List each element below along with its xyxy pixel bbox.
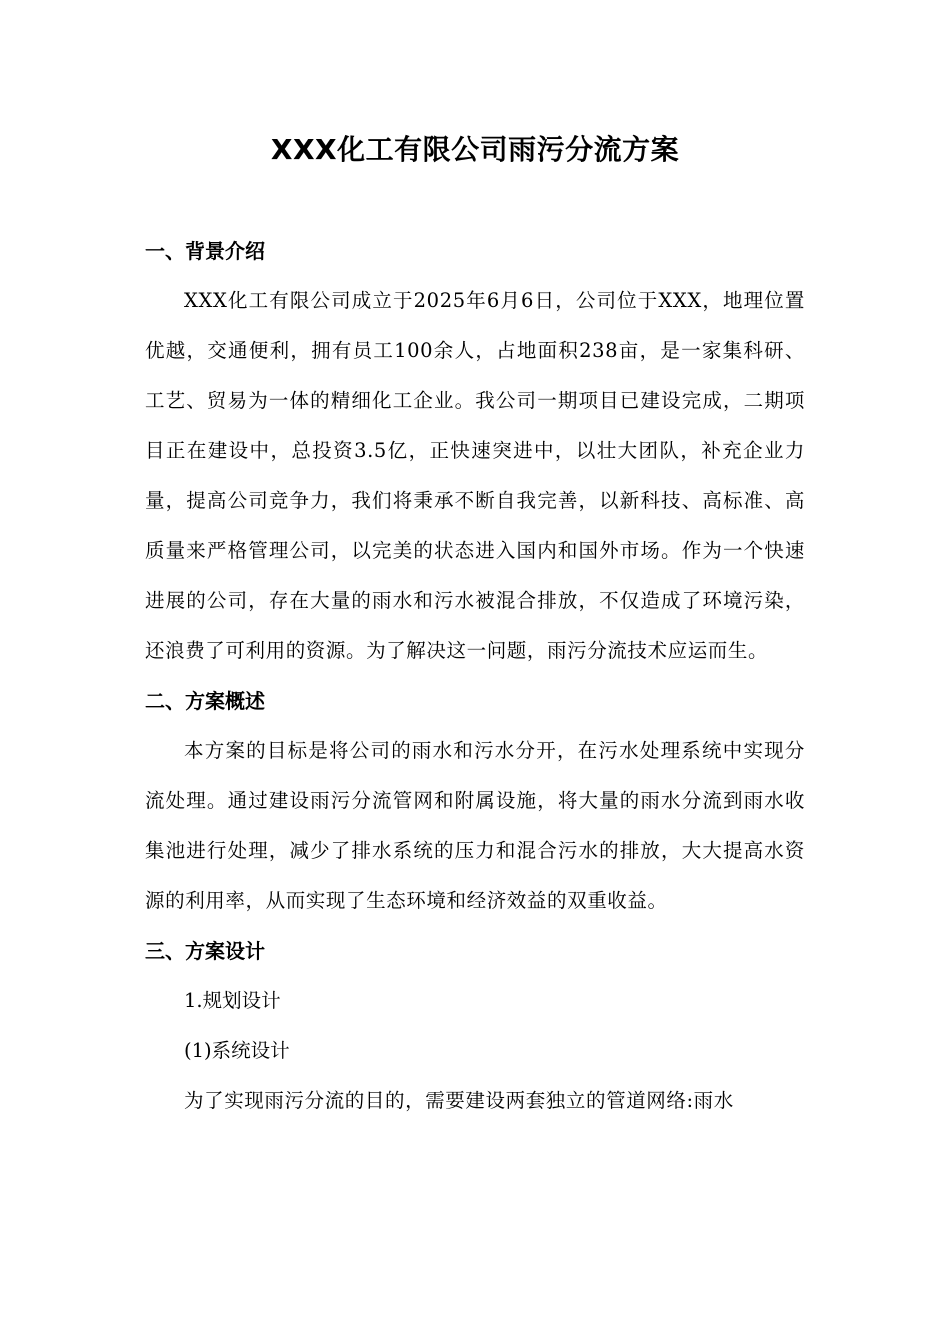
section-heading-overview: 二、方案概述 [145,689,265,713]
document-title: XXX化工有限公司雨污分流方案 [270,133,680,166]
document-body [145,226,805,1126]
section-heading-background: 一、背景介绍 [145,239,265,263]
section-paragraph-design: 为了实现雨污分流的目的，需要建设两套独立的管道网络:雨水 [184,1089,734,1112]
section-heading-design: 三、方案设计 [145,939,265,963]
section-paragraph-background: XXX化工有限公司成立于2025年6月6日，公司位于XXX，地理位置优越，交通便利，拥有员工100余人，占地面积238亩，是一家集科研、工艺、贸易为一体的精细化工企业。我公司一期项目已建设完成，二期项目正在建设中，总投资3.5亿，正快速突进中，以壮大团队，补充企业力量，提高公司竞争力，我们将秉承不断自我完善，以新科技、高标准、高质量来严格管理公司，以完美的状态进入国内和国外市场。作为一个快速进展的公司，存在大量的雨水和污水被混合排放，不仅造成了环境污染，还浪费了可利用的资源。为了解决这一问题，雨污分流技术应运而生。 [145,289,805,662]
subheading-system-design: (1)系统设计 [184,1039,290,1062]
section-paragraph-overview: 本方案的目标是将公司的雨水和污水分开，在污水处理系统中实现分流处理。通过建设雨污分流管网和附属设施，将大量的雨水分流到雨水收集池进行处理，减少了排水系统的压力和混合污水的排放，大大提高水资源的利用率，从而实现了生态环境和经济效益的双重收益。 [145,739,805,912]
subheading-planning-design: 1.规划设计 [184,989,281,1012]
